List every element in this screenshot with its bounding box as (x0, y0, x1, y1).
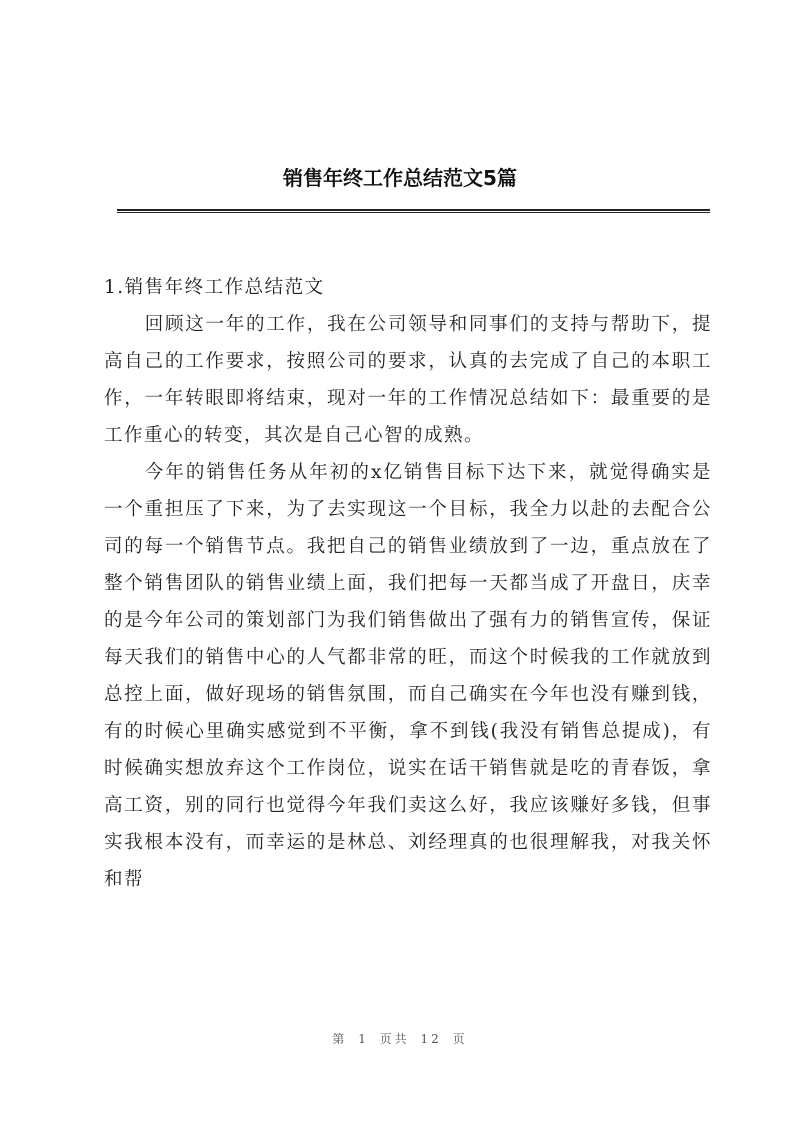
page-footer (0, 1031, 800, 1047)
document-body (104, 269, 712, 898)
footer-page-number: 1 (358, 1032, 369, 1046)
footer-middle: 页共 (379, 1032, 410, 1046)
document-title: 销售年终工作总结范文5篇 (283, 166, 517, 190)
paragraph-2: 今年的销售任务从年初的x亿销售目标下达下来，就觉得确实是一个重担压了下来，为了去实现这一个目标，我全力以赴的去配合公司的每一个销售节点。我把自己的销售业绩放到了一边，重点放在了整个销售团队的销售业绩上面，我们把每一天都当成了开盘日，庆幸的是今年公司的策划部门为我们销售做出了强有力的销售宣传，保证每天我们的销售中心的人气都非常的旺，而这个时候我的工作就放到总控上面，做好现场的销售氛围，而自己确实在今年也没有赚到钱，有的时候心里确实感觉到不平衡，拿不到钱(我没有销售总提成)，有时候确实想放弃这个工作岗位，说实在话干销售就是吃的青春饭，拿高工资，别的同行也觉得今年我们卖这么好，我应该赚好多钱，但事实我根本没有，而幸运的是林总、刘经理真的也很理解我，对我关怀和帮 (104, 462, 712, 890)
title-divider (117, 209, 710, 213)
paragraph-1: 回顾这一年的工作，我在公司领导和同事们的支持与帮助下，提高自己的工作要求，按照公司的要求，认真的去完成了自己的本职工作，一年转眼即将结束，现对一年的工作情况总结如下：最重要的是工作重心的转变，其次是自己心智的成熟。 (104, 314, 712, 446)
footer-total-pages: 12 (420, 1032, 442, 1046)
footer-prefix: 第 (332, 1032, 348, 1046)
section-heading: 1.销售年终工作总结范文 (104, 277, 325, 298)
footer-suffix: 页 (452, 1032, 468, 1046)
